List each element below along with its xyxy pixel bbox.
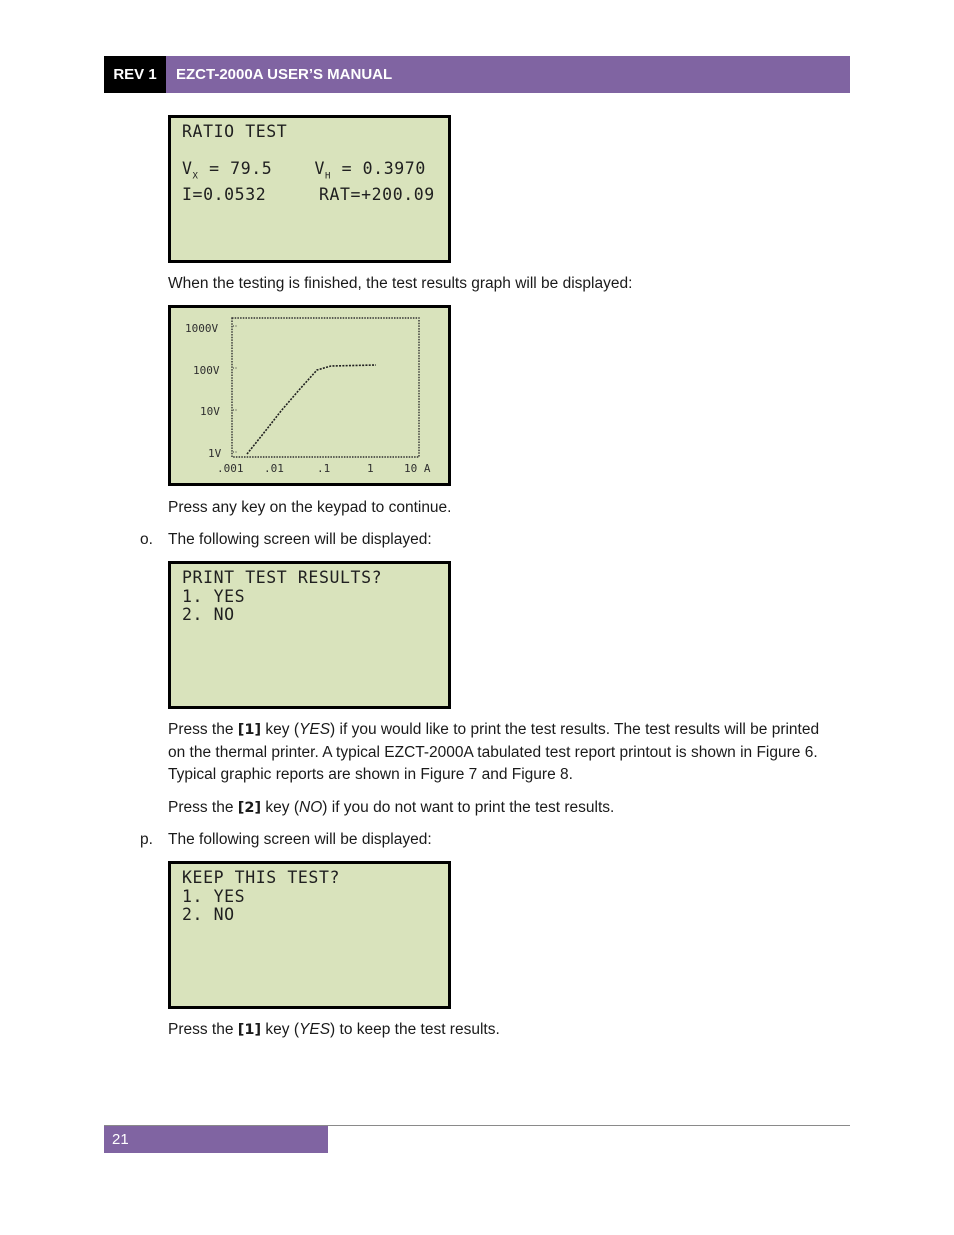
vh-label: $V_H = 0.3970$ <box>314 159 426 182</box>
lcd-text <box>171 864 448 925</box>
continue-text: Press any key on the keypad to continue. <box>168 499 452 516</box>
x-tick-001: .001 <box>217 462 244 475</box>
list-item-o <box>140 529 432 551</box>
lcd-text <box>171 118 448 204</box>
vx-label: $V_X = 79.5$ <box>182 159 273 182</box>
current-value: I=0.0532 <box>182 184 267 204</box>
excitation-curve <box>247 365 376 454</box>
lcd-text <box>171 564 448 625</box>
lcd-ratio-test-screen <box>168 115 451 263</box>
lcd-print-results-screen <box>168 561 451 709</box>
y-tick-100v: 100V <box>193 364 220 377</box>
graph-intro-text: When the testing is finished, the test results graph will be displayed: <box>168 275 633 292</box>
key-2-label: [2] <box>237 800 262 816</box>
lcd-option-no: 2. NO <box>182 905 235 924</box>
no-print-instructions: Press the [2] key (NO) if you do not want to print the test results. <box>168 799 615 816</box>
key-1-label: [1] <box>237 722 262 738</box>
minor-ticks <box>233 326 237 452</box>
print-instructions: Press the [1] key (YES) if you would like to print the test results. The test results will be printed on the thermal printer. A typical EZCT-2000A tabulated test report printout is shown in Figure 6. Typical graphic reports are shown in Figure 7 and Figure 8. <box>168 721 820 783</box>
list-text: The following screen will be displayed: <box>168 831 432 848</box>
keep-instructions: Press the [1] key (YES) to keep the test results. <box>168 1021 500 1038</box>
key-1-label: [1] <box>237 1022 262 1038</box>
lcd-keep-test-screen <box>168 861 451 1009</box>
excitation-graph <box>171 308 448 483</box>
list-label: o. <box>140 531 153 548</box>
y-tick-1v: 1V <box>208 447 222 460</box>
ratio-value: RAT=+200.09 <box>318 184 435 204</box>
manual-title: EZCT-2000A USER’S MANUAL <box>166 56 850 93</box>
revision-label: REV 1 <box>104 56 166 93</box>
list-item-p <box>140 829 432 851</box>
x-tick-1: .1 <box>317 462 331 475</box>
lcd-prompt: KEEP THIS TEST? <box>182 868 341 887</box>
lcd-option-yes: 1. YES <box>182 586 246 606</box>
x-tick-10a: 10 A <box>404 462 431 475</box>
x-tick-one: 1 <box>367 462 374 475</box>
lcd-line-title: RATIO TEST <box>182 122 288 141</box>
lcd-option-no: 2. NO <box>182 605 235 624</box>
graph-frame <box>232 318 419 457</box>
list-label: p. <box>140 831 153 848</box>
y-tick-10v: 10V <box>200 405 220 418</box>
page-header <box>104 56 850 93</box>
lcd-graph-screen <box>168 305 451 486</box>
lcd-prompt: PRINT TEST RESULTS? <box>182 568 383 587</box>
x-tick-01: .01 <box>264 462 284 475</box>
list-text: The following screen will be displayed: <box>168 531 432 548</box>
y-tick-1000v: 1000V <box>185 322 219 335</box>
lcd-option-yes: 1. YES <box>182 886 246 906</box>
page-number: 21 <box>104 1126 328 1153</box>
